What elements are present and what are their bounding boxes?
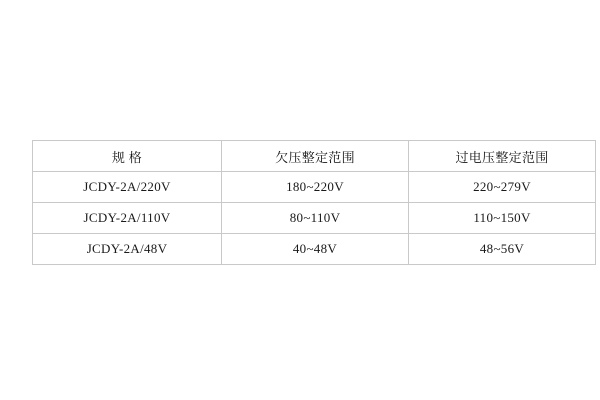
table-header-row [33, 141, 596, 172]
specification-table [32, 140, 596, 265]
cell-undervoltage-range: 180~220V [222, 172, 409, 203]
table-header-spec: 规 格 [33, 141, 222, 172]
cell-undervoltage-range: 40~48V [222, 234, 409, 265]
cell-model: JCDY-2A/220V [33, 172, 222, 203]
cell-model: JCDY-2A/48V [33, 234, 222, 265]
table-row [33, 172, 596, 203]
cell-overvoltage-range: 48~56V [409, 234, 596, 265]
cell-undervoltage-range: 80~110V [222, 203, 409, 234]
cell-overvoltage-range: 220~279V [409, 172, 596, 203]
cell-overvoltage-range: 110~150V [409, 203, 596, 234]
table-header-overvoltage-range: 过电压整定范围 [409, 141, 596, 172]
cell-model: JCDY-2A/110V [33, 203, 222, 234]
table-header-undervoltage-range: 欠压整定范围 [222, 141, 409, 172]
table-row [33, 234, 596, 265]
table-row [33, 203, 596, 234]
